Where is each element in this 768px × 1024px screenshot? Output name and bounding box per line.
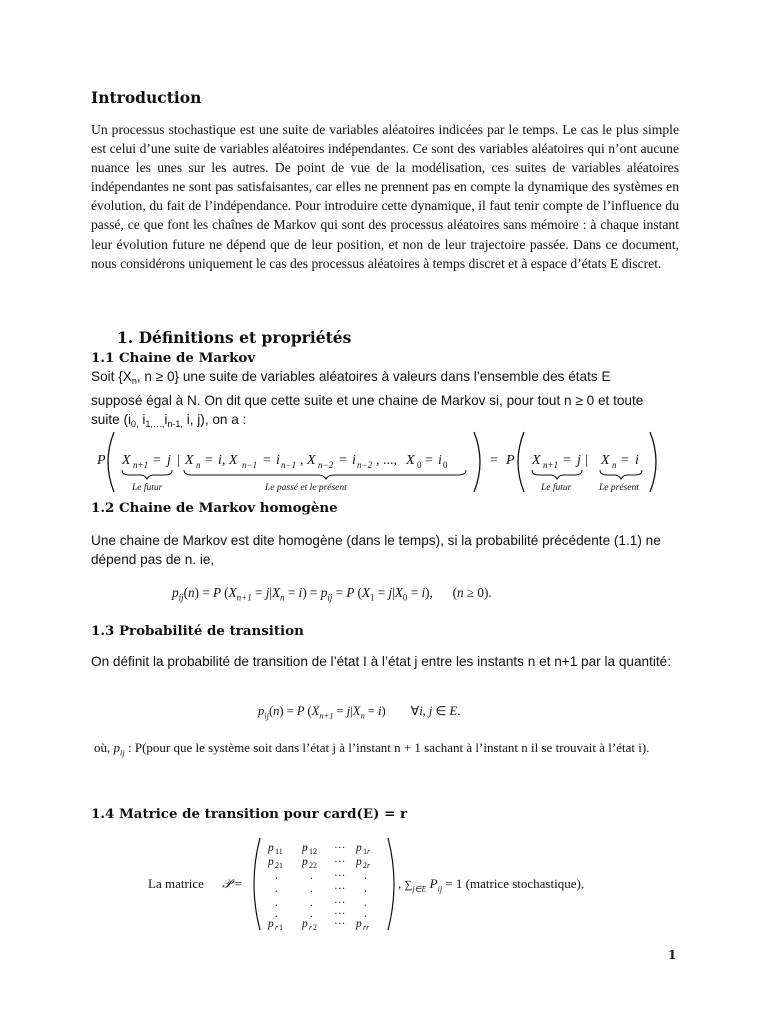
matrix-sum-note: , $\sum_{j\in E}$ $P_{ij} = 1$ (matrice stochastique), [398, 876, 585, 894]
svg-text:0: 0 [417, 460, 422, 470]
svg-text:p: p [302, 856, 308, 868]
subsection-1-1-title: 1.1 Chaine de Markov [91, 350, 256, 366]
svg-text:n−2: n−2 [357, 460, 373, 470]
svg-text:1: 1 [363, 847, 367, 856]
markov-def-line-1: Soit {$X_n$, n ≥ 0} une suite de variables aléatoires à valeurs dans l’ensemble des états E [91, 369, 611, 386]
svg-text:11: 11 [275, 847, 283, 856]
svg-text:n+1: n+1 [543, 460, 559, 470]
svg-text:···: ··· [334, 897, 346, 909]
homogeneous-equation: $p_{ij}(n) = P$ $(X_{n+1} = j|X_n = i) = p_{ij} = P$ $(X_1 = j|X_0 = i)$, (n ≥ 0). [172, 585, 492, 603]
brace-label-future-2: Le futur [541, 483, 572, 493]
svg-text:21: 21 [275, 861, 283, 870]
svg-text:···: ··· [334, 842, 346, 854]
matrix-label: La matrice [148, 876, 204, 891]
svg-text:X: X [122, 453, 131, 468]
svg-text:.: . [364, 883, 367, 895]
svg-text:r: r [367, 861, 371, 870]
svg-text:n−2: n−2 [318, 460, 334, 470]
svg-text:i, X: i, X [218, 453, 238, 468]
svg-text:···: ··· [334, 870, 346, 882]
svg-text:|: | [177, 453, 180, 468]
svg-text:p: p [268, 856, 274, 868]
svg-text:···: ··· [334, 883, 346, 895]
svg-text:P: P [506, 453, 515, 468]
svg-text:|: | [585, 453, 588, 468]
svg-text:r: r [309, 923, 313, 932]
svg-text:2: 2 [363, 861, 367, 870]
svg-text:=: = [490, 453, 498, 468]
svg-text:rr: rr [363, 923, 370, 932]
subsection-1-1-text [91, 367, 681, 434]
svg-text:0: 0 [443, 460, 448, 470]
svg-text:.: . [364, 897, 367, 909]
svg-text:=: = [563, 453, 571, 468]
svg-text:n: n [612, 460, 617, 470]
markov-def-line-2: supposé égal à N. On dit que cette suite et une chaine de Markov si, pour tout n ≥ 0 et toute [91, 393, 644, 408]
svg-text:.: . [310, 883, 313, 895]
subsection-1-4-title: 1.4 Matrice de transition pour card(E) = r [91, 806, 408, 822]
svg-text:i: i [276, 453, 280, 468]
svg-text:p: p [356, 842, 362, 854]
svg-text:n: n [196, 460, 201, 470]
svg-text:=: = [425, 453, 433, 468]
svg-text:n+1: n+1 [133, 460, 149, 470]
svg-text:P: P [97, 453, 106, 468]
svg-text:.: . [310, 897, 313, 909]
svg-text:X: X [185, 453, 194, 468]
svg-text:, X: , X [300, 453, 316, 468]
svg-text:=: = [153, 453, 161, 468]
svg-text:j: j [577, 453, 581, 468]
svg-text:.: . [364, 908, 367, 920]
intro-paragraph: Un processus stochastique est une suite de variables aléatoires indicées par le temps. Le cas le plus simple est celui d’une suite de variables aléatoires indépendantes. Ce sont des variables aléatoires qui n’ont aucune nuance les unes sur les autres. De point de vue de la modélisation, ces suites de variables aléatoires indépendantes ne sont pas satisfaisantes, car elles ne prennent pas en compte la dynamique des systèmes en évolution, du fait de l’indépendance. Pour introduire cette dynamique, il faut tenir compte de l’influence du passé, ce que font les chaînes de Markov qui sont des processus aléatoires sans mémoire : à chaque instant leur évolution future ne dépend que de leur position, et non de leur trajectoire passée. Dans ce document, nous considérons uniquement le cas des processus aléatoires à temps discret et à espace d’états E discret. [91, 122, 679, 271]
svg-text:n−1: n−1 [281, 460, 297, 470]
svg-text:=: = [339, 453, 347, 468]
svg-text:n−1: n−1 [242, 460, 258, 470]
svg-text:p: p [356, 856, 362, 868]
svg-text:···: ··· [334, 908, 346, 920]
markov-def-line-3: suite ($i_{0,}$ $i_{1,\dots,}i_{n-1,}$ i, j), on a : [91, 412, 247, 429]
brace-label-present: Le présent [599, 483, 639, 493]
brace-label-future: Le futur [132, 483, 163, 493]
svg-text:r: r [367, 847, 371, 856]
intro-title: Introduction [91, 88, 202, 107]
svg-text:j: j [167, 453, 171, 468]
svg-text:.: . [310, 870, 313, 882]
subsection-1-2-title: 1.2 Chaine de Markov homogène [91, 500, 338, 516]
transition-equation: $p_{ij}(n) = P$ $(X_{n+1} = j|X_n = i)$ ∀i, j ∈ E. [258, 704, 461, 721]
svg-text:···: ··· [334, 856, 346, 868]
transition-matrix [250, 834, 400, 934]
svg-text:p: p [302, 918, 308, 930]
svg-text:=: = [205, 453, 213, 468]
matrix-symbol: 𝒫 = [222, 876, 242, 891]
svg-text:p: p [302, 842, 308, 854]
svg-text:.: . [275, 870, 278, 882]
svg-text:22: 22 [309, 861, 317, 870]
svg-text:=: = [621, 453, 629, 468]
svg-text:X: X [532, 453, 541, 468]
svg-text:p: p [356, 918, 362, 930]
brace-label-past-present: Le passé et le présent [265, 483, 347, 493]
subsection-1-2-text: Une chaine de Markov est dite homogène (dans le temps), si la probabilité précédente (1.1) ne dépend pas de n. ie, [91, 533, 661, 567]
svg-text:i: i [438, 453, 442, 468]
svg-text:.: . [275, 897, 278, 909]
svg-text:···: ··· [334, 918, 346, 930]
svg-text:r: r [275, 923, 279, 932]
section-1-title: 1. Définitions et propriétés [117, 328, 352, 347]
svg-text:i: i [352, 453, 356, 468]
svg-text:=: = [263, 453, 271, 468]
svg-text:12: 12 [309, 847, 317, 856]
subsection-1-3-text: On définit la probabilité de transition de l’état I à l’état j entre les instants n et n+1 par la quantité: [91, 654, 671, 669]
svg-text:p: p [268, 842, 274, 854]
svg-text:p: p [268, 918, 274, 930]
svg-text:2: 2 [313, 923, 317, 932]
svg-text:.: . [275, 883, 278, 895]
svg-text:.: . [364, 870, 367, 882]
subsection-1-3-title: 1.3 Probabilité de transition [91, 623, 304, 639]
page-number: 1 [668, 948, 677, 962]
svg-text:.: . [275, 908, 278, 920]
svg-text:i: i [635, 453, 639, 468]
svg-text:, ...,: , ..., [376, 453, 397, 468]
transition-explanation: où, $p_{ij}$ : P(pour que le système soit dans l’état j à l’instant n + 1 sachant à l’instant n il se trouvait à l’état i). [94, 740, 650, 758]
svg-text:1: 1 [279, 923, 283, 932]
svg-text:X: X [406, 453, 415, 468]
svg-text:.: . [310, 908, 313, 920]
markov-property-equation [92, 428, 682, 494]
svg-text:X: X [601, 453, 610, 468]
